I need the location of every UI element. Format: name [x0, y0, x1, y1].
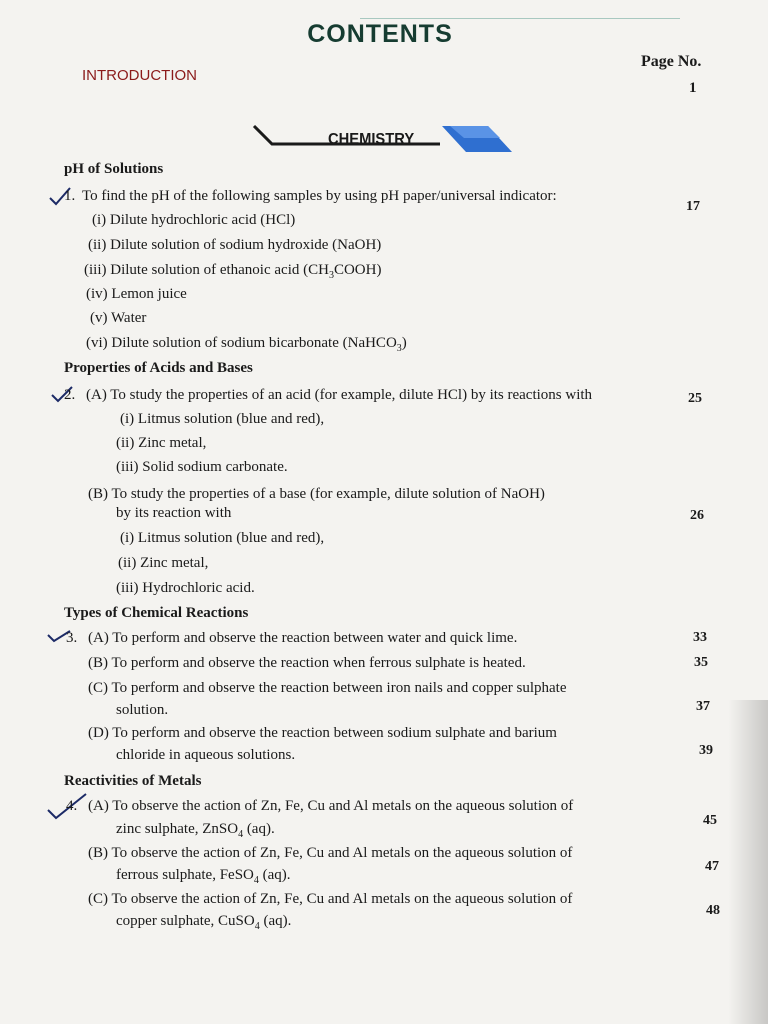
item-2b-i: (i) Litmus solution (blue and red), — [120, 530, 325, 546]
item-4b-page: 47 — [705, 859, 719, 874]
section-title-acids: Properties of Acids and Bases — [64, 360, 253, 376]
item-2b-line1[interactable]: (B) To study the properties of a base (for example, dilute solution of NaOH) — [88, 486, 545, 502]
item-1-number: 1. — [64, 188, 76, 204]
item-2b-line2: by its reaction with — [116, 505, 232, 521]
ph-item-i: (i) Dilute hydrochloric acid (HCl) — [92, 212, 296, 228]
item-2a-ii: (ii) Zinc metal, — [116, 435, 207, 451]
item-3a-text[interactable]: (A) To perform and observe the reaction between water and quick lime. — [88, 630, 518, 646]
item-4a-line1[interactable]: (A) To observe the action of Zn, Fe, Cu and Al metals on the aqueous solution of — [88, 798, 574, 814]
item-3c-line1[interactable]: (C) To perform and observe the reaction between iron nails and copper sulphate — [88, 680, 567, 696]
page-number-header: Page No. — [641, 53, 702, 70]
page-shadow — [728, 700, 768, 1024]
item-1-text[interactable]: To find the pH of the following samples by using pH paper/universal indicator: — [82, 188, 557, 204]
item-3b-text[interactable]: (B) To perform and observe the reaction when ferrous sulphate is heated. — [88, 655, 526, 671]
item-3c-page: 37 — [696, 699, 710, 714]
item-4b-line2: ferrous sulphate, FeSO$_4$ (aq). — [116, 867, 291, 886]
item-2-number: 2. — [64, 387, 76, 403]
item-2b-ii: (ii) Zinc metal, — [118, 555, 209, 571]
ph-item-ii: (ii) Dilute solution of sodium hydroxide (NaOH) — [88, 237, 382, 253]
item-2b-page: 26 — [690, 508, 704, 523]
introduction-page: 1 — [689, 80, 697, 96]
item-4c-line1[interactable]: (C) To observe the action of Zn, Fe, Cu and Al metals on the aqueous solution of — [88, 891, 573, 907]
item-3-number: 3. — [66, 630, 78, 646]
item-4b-line1[interactable]: (B) To observe the action of Zn, Fe, Cu and Al metals on the aqueous solution of — [88, 845, 573, 861]
section-title-reactions: Types of Chemical Reactions — [64, 605, 249, 621]
item-2a-text[interactable]: (A) To study the properties of an acid (for example, dilute HCl) by its reactions with — [86, 387, 593, 403]
section-title-ph: pH of Solutions — [64, 161, 164, 177]
item-3a-page: 33 — [693, 630, 707, 645]
item-2a-iii: (iii) Solid sodium carbonate. — [116, 459, 288, 475]
page-title: CONTENTS — [307, 20, 453, 48]
item-2a-i: (i) Litmus solution (blue and red), — [120, 411, 325, 427]
section-title-metals: Reactivities of Metals — [64, 773, 202, 789]
title-rule — [360, 18, 680, 19]
item-4c-line2: copper sulphate, CuSO$_4$ (aq). — [116, 913, 292, 932]
chemistry-label: CHEMISTRY — [328, 131, 415, 148]
ph-item-v: (v) Water — [90, 310, 147, 326]
ph-item-iv: (iv) Lemon juice — [86, 286, 187, 302]
item-3d-line1[interactable]: (D) To perform and observe the reaction between sodium sulphate and barium — [88, 725, 557, 741]
item-3d-line2: chloride in aqueous solutions. — [116, 747, 296, 763]
introduction-label[interactable]: INTRODUCTION — [82, 67, 197, 84]
item-4-number: 4. — [66, 798, 78, 814]
ph-item-iii: (iii) Dilute solution of ethanoic acid $(CH_3COOH)$ — [84, 262, 382, 281]
item-3c-line2: solution. — [116, 702, 169, 718]
ph-item-vi: (vi) Dilute solution of sodium bicarbonate (NaHCO$_3$) — [86, 335, 407, 354]
item-4a-line2: zinc sulphate, ZnSO$_4$ (aq). — [116, 821, 275, 840]
item-2b-iii: (iii) Hydrochloric acid. — [116, 580, 255, 596]
item-4c-page: 48 — [706, 903, 720, 918]
item-1-page: 17 — [686, 199, 700, 214]
item-3d-page: 39 — [699, 743, 713, 758]
item-4a-page: 45 — [703, 813, 717, 828]
item-2a-page: 25 — [688, 391, 702, 406]
item-3b-page: 35 — [694, 655, 708, 670]
